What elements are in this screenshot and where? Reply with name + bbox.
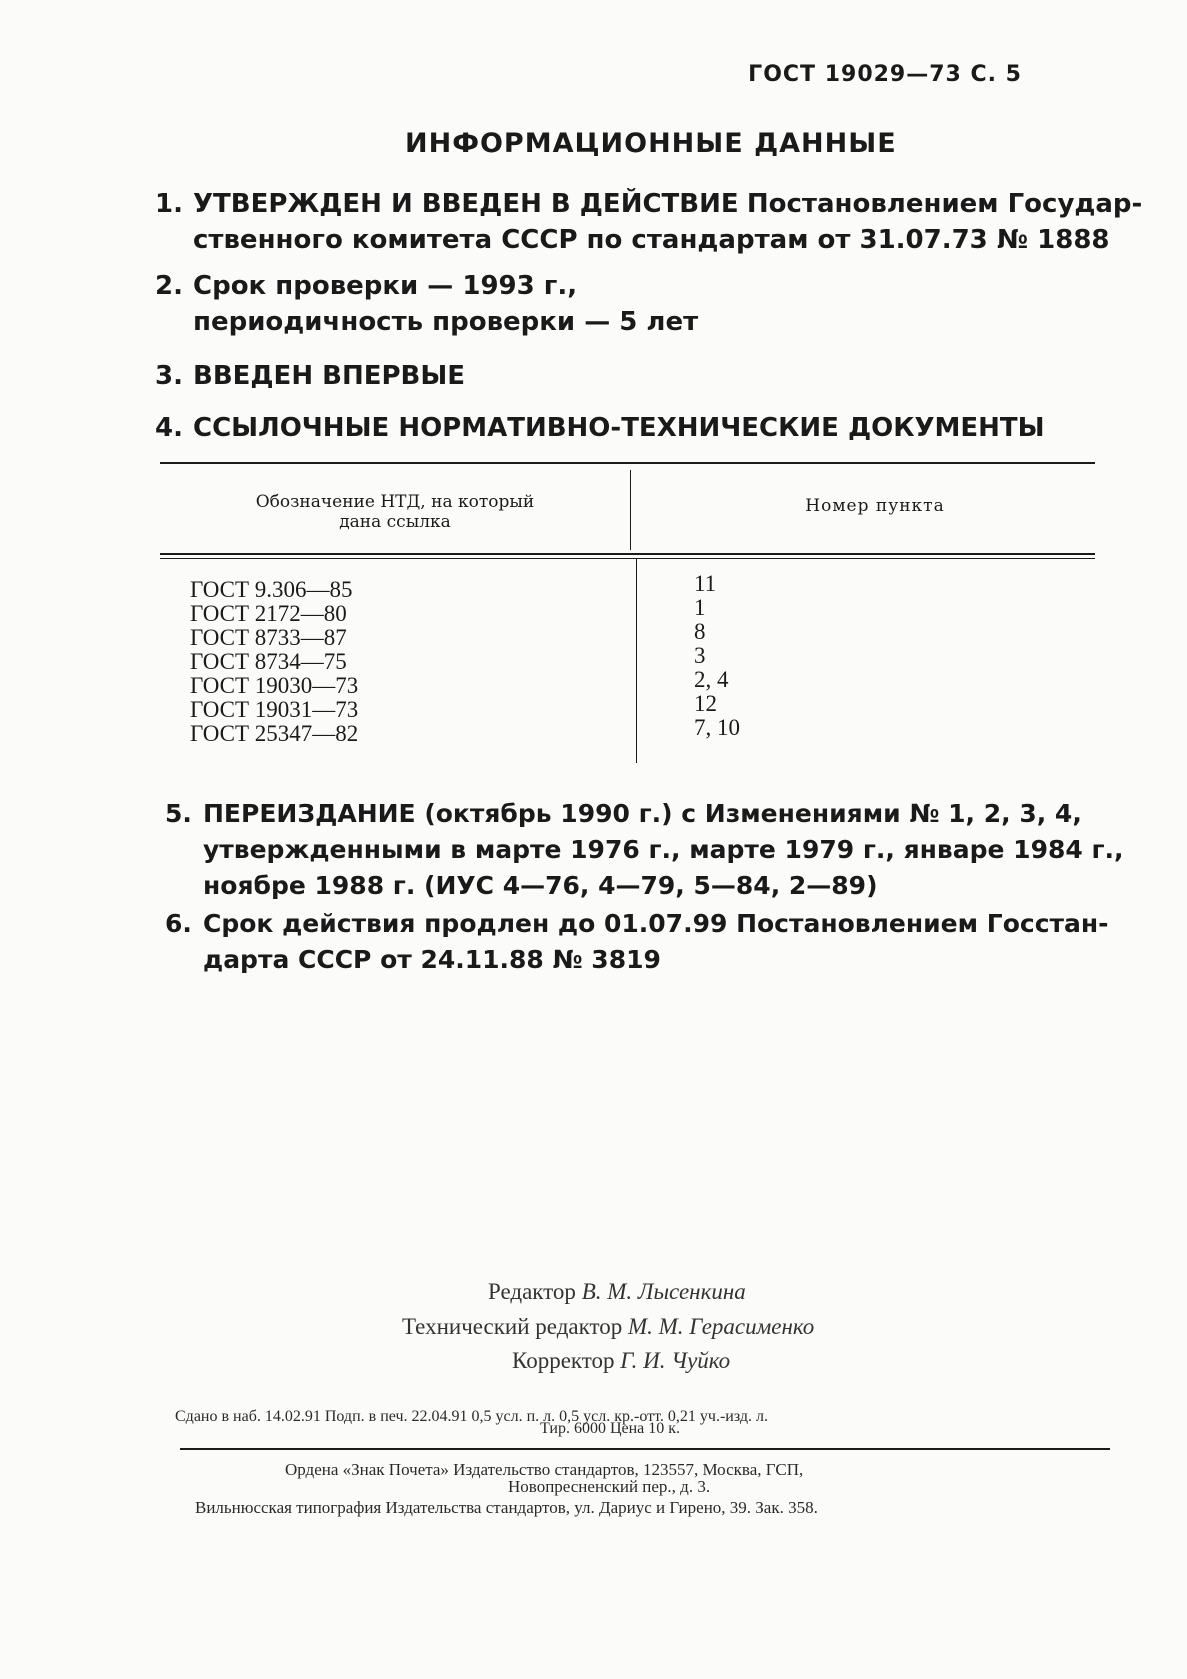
column-header-line: Обозначение НТД, на который: [255, 492, 535, 512]
item-text-continued: утвержденными в марте 1976 г., марте 1979 г., январе 1984 г.,: [203, 835, 1124, 864]
info-item-2: [155, 268, 698, 340]
item-number: 1.: [155, 189, 183, 219]
credit-name: В. М. Лысенкина: [581, 1279, 746, 1304]
table-cell-doc: ГОСТ 19030—73: [190, 673, 359, 698]
credit-corrector: [512, 1343, 730, 1379]
item-text-continued: ноябре 1988 г. (ИУС 4—76, 4—79, 5—84, 2—89): [203, 871, 878, 900]
info-item-6: [165, 906, 1109, 978]
item-number: 2.: [155, 271, 183, 301]
page-title: ИНФОРМАЦИОННЫЕ ДАННЫЕ: [405, 128, 897, 159]
item-text: ССЫЛОЧНЫЕ НОРМАТИВНО-ТЕХНИЧЕСКИЕ ДОКУМЕНТЫ: [193, 413, 1045, 443]
credit-label: Технический редактор: [402, 1314, 623, 1339]
table-header-rule-second: [160, 558, 1095, 559]
column-header-document: [210, 492, 580, 532]
column-header-line: дана ссылка: [339, 512, 451, 532]
credit-technical-editor: [402, 1309, 814, 1345]
item-text-continued: ственного комитета СССР по стандартам от 31.07.73 № 1888: [193, 225, 1110, 255]
clause-list: [694, 572, 740, 740]
item-text: Срок действия продлен до 01.07.99 Постановлением Госстан-: [203, 909, 1109, 938]
imprint-rule: [180, 1448, 1110, 1450]
item-text-continued: периодичность проверки — 5 лет: [193, 307, 699, 337]
table-cell-clause: 2, 4: [694, 667, 729, 692]
table-cell-doc: ГОСТ 8733—87: [190, 625, 347, 650]
item-text: Постановлением Государ-: [746, 189, 1143, 219]
table-cell-clause: 3: [694, 643, 706, 668]
table-cell-doc: ГОСТ 9.306—85: [190, 577, 353, 602]
credit-editor: [488, 1274, 746, 1310]
imprint-print-details: Сдано в наб. 14.02.91 Подп. в печ. 22.04.91 0,5 усл. п. л. 0,5 усл. кр.-отт. 0,21 уч.-изд. л.: [175, 1408, 768, 1425]
info-item-5: [165, 796, 1124, 904]
item-text: ПЕРЕИЗДАНИЕ (октябрь 1990 г.) с Изменениями № 1, 2, 3, 4,: [203, 799, 1082, 828]
document-reference: ГОСТ 19029—73 С. 5: [748, 62, 1022, 87]
imprint-address: Новопресненский пер., д. 3.: [508, 1477, 711, 1496]
document-list: [190, 578, 358, 746]
table-header-divider: [630, 470, 631, 550]
item-text: ВВЕДЕН ВПЕРВЫЕ: [193, 361, 466, 391]
table-cell-doc: ГОСТ 19031—73: [190, 697, 359, 722]
credit-label: Корректор: [512, 1348, 615, 1373]
imprint-circulation: Тир. 6000 Цена 10 к.: [540, 1420, 681, 1437]
table-cell-clause: 7, 10: [694, 715, 740, 740]
item-text-continued: дарта СССР от 24.11.88 № 3819: [203, 945, 661, 974]
item-number: 3.: [155, 361, 183, 391]
table-cell-clause: 1: [694, 595, 706, 620]
table-cell-clause: 12: [694, 691, 717, 716]
table-header-rule: [160, 553, 1095, 555]
column-header-clause: Номер пункта: [805, 496, 945, 516]
info-item-1: [155, 186, 1142, 258]
imprint-printer: Вильнюсская типография Издательства стандартов, ул. Дариус и Гирено, 39. Зак. 358.: [195, 1498, 818, 1517]
table-top-rule: [160, 462, 1095, 464]
info-item-3: [155, 358, 465, 394]
imprint-publisher: Ордена «Знак Почета» Издательство стандартов, 123557, Москва, ГСП,: [285, 1460, 804, 1479]
table-cell-doc: ГОСТ 8734—75: [190, 649, 347, 674]
info-item-4: [155, 410, 1045, 446]
table-cell-doc: ГОСТ 25347—82: [190, 721, 359, 746]
table-cell-clause: 11: [694, 571, 717, 596]
credit-name: Г. И. Чуйко: [620, 1348, 731, 1373]
item-text: Срок проверки — 1993 г.,: [193, 271, 578, 301]
table-cell-clause: 8: [694, 619, 706, 644]
table-cell-doc: ГОСТ 2172—80: [190, 601, 347, 626]
item-number: 6.: [165, 909, 192, 938]
credit-label: Редактор: [488, 1279, 576, 1304]
item-number: 5.: [165, 799, 192, 828]
item-heading: УТВЕРЖДЕН И ВВЕДЕН В ДЕЙСТВИЕ: [193, 189, 739, 219]
table-body-divider: [636, 558, 637, 763]
credit-name: М. М. Герасименко: [627, 1314, 815, 1339]
item-number: 4.: [155, 413, 183, 443]
